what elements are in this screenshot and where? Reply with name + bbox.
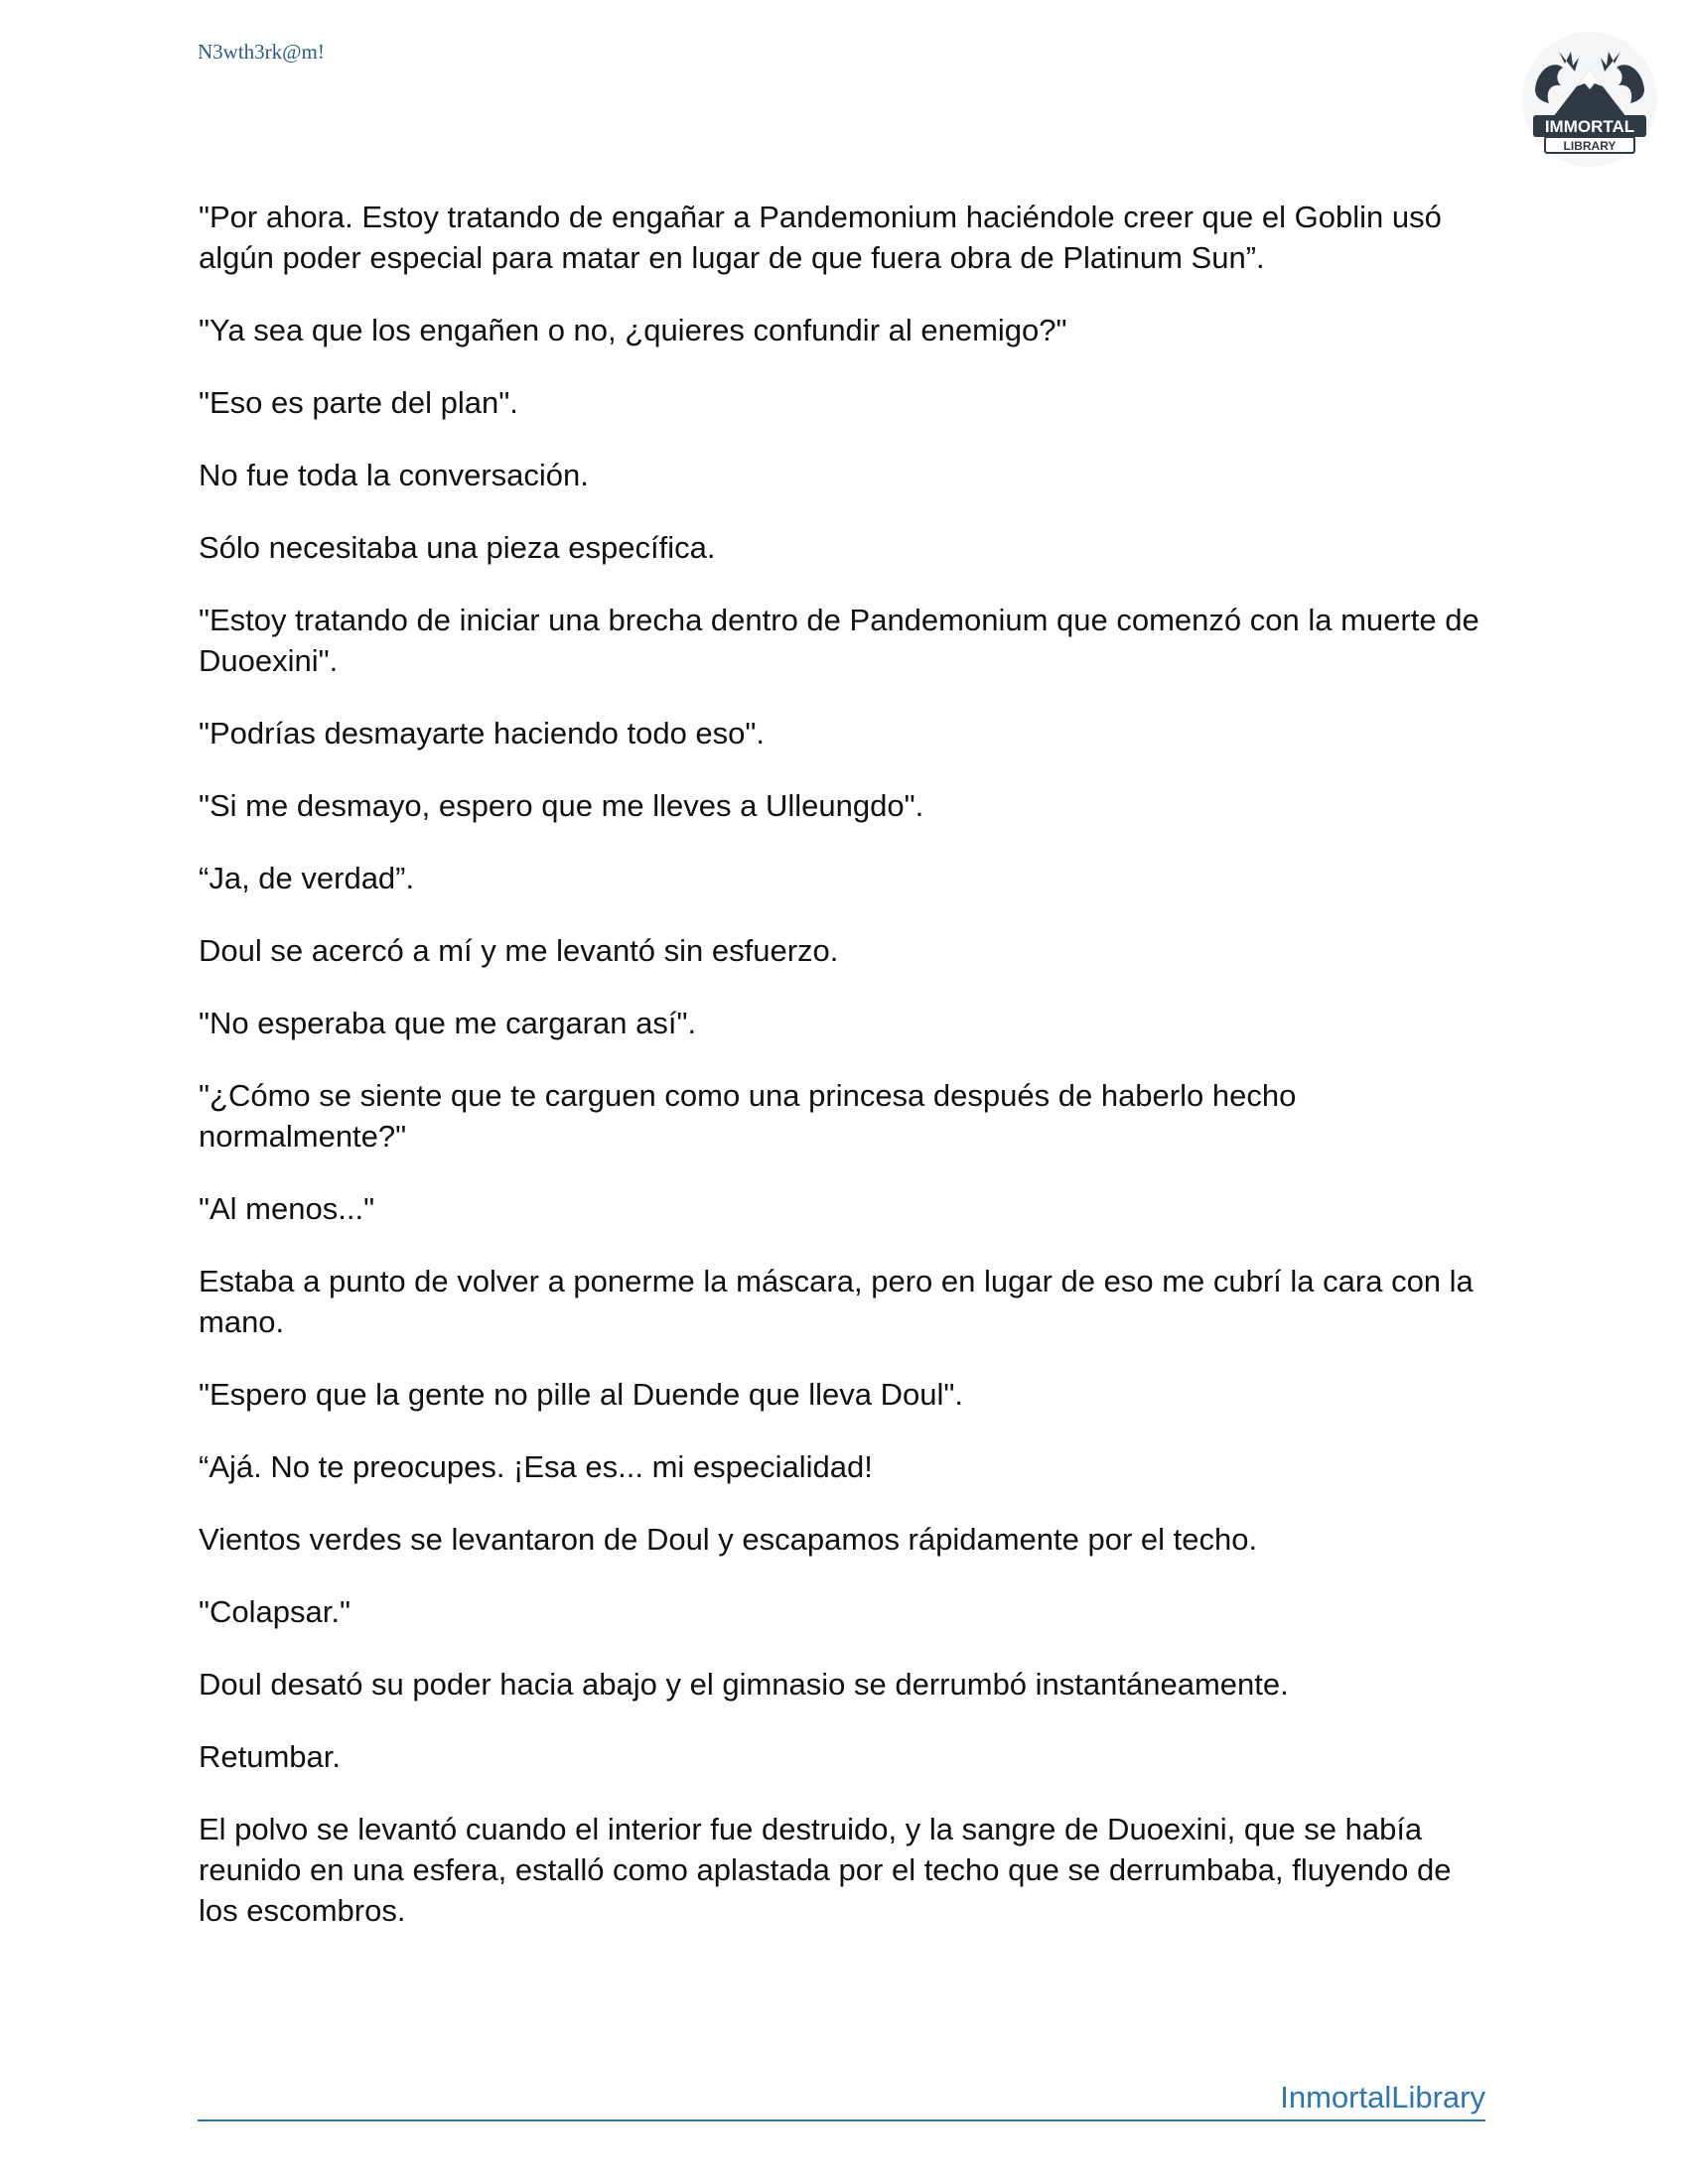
immortal-library-logo: [1515, 30, 1664, 169]
paragraph: "No esperaba que me cargaran así".: [199, 1006, 697, 1040]
logo-text-immortal: IMMORTAL: [1544, 117, 1635, 136]
paragraph: "Ya sea que los engañen o no, ¿quieres confundir al enemigo?": [199, 313, 1067, 347]
header-text: N3wth3rk@m!: [198, 40, 325, 64]
paragraph: “Ajá. No te preocupes. ¡Esa es... mi especialidad!: [199, 1449, 873, 1484]
paragraph: El polvo se levantó cuando el interior fue destruido, y la sangre de Duoexini, que se había reunido en una esfera, estalló como aplastada por el techo que se derrumbaba, fluyendo de los escombros.: [199, 1812, 1452, 1928]
paragraph: Retumbar.: [199, 1739, 342, 1774]
paragraph: "Podrías desmayarte haciendo todo eso".: [199, 716, 766, 751]
paragraph: "Estoy tratando de iniciar una brecha dentro de Pandemonium que comenzó con la muerte de Duoexini".: [199, 603, 1479, 678]
document-body: [199, 197, 1479, 1963]
paragraph: Sólo necesitaba una pieza específica.: [199, 530, 716, 565]
logo-text-library: LIBRARY: [1563, 139, 1617, 153]
paragraph: "Espero que la gente no pille al Duende que lleva Doul".: [199, 1377, 963, 1412]
paragraph: "Si me desmayo, espero que me lleves a Ulleungdo".: [199, 788, 924, 823]
paragraph: "¿Cómo se siente que te carguen como una princesa después de haberlo hecho normalmente?": [199, 1078, 1297, 1154]
paragraph: "Por ahora. Estoy tratando de engañar a Pandemonium haciéndole creer que el Goblin usó algún poder especial para matar en lugar de que fuera obra de Platinum Sun”.: [199, 200, 1442, 275]
paragraph: "Colapsar.": [199, 1594, 351, 1629]
paragraph: No fue toda la conversación.: [199, 458, 589, 492]
paragraph: Doul se acercó a mí y me levantó sin esfuerzo.: [199, 933, 839, 968]
footer-link-inmortal-library[interactable]: InmortalLibrary: [1280, 2080, 1485, 2115]
footer: [198, 2068, 1485, 2121]
paragraph: Doul desató su poder hacia abajo y el gimnasio se derrumbó instantáneamente.: [199, 1667, 1289, 1702]
paragraph: "Eso es parte del plan".: [199, 385, 518, 420]
paragraph: “Ja, de verdad”.: [199, 861, 415, 895]
paragraph: Vientos verdes se levantaron de Doul y escapamos rápidamente por el techo.: [199, 1522, 1258, 1557]
paragraph: Estaba a punto de volver a ponerme la máscara, pero en lugar de eso me cubrí la cara con la mano.: [199, 1264, 1474, 1339]
paragraph: "Al menos...": [199, 1191, 375, 1226]
